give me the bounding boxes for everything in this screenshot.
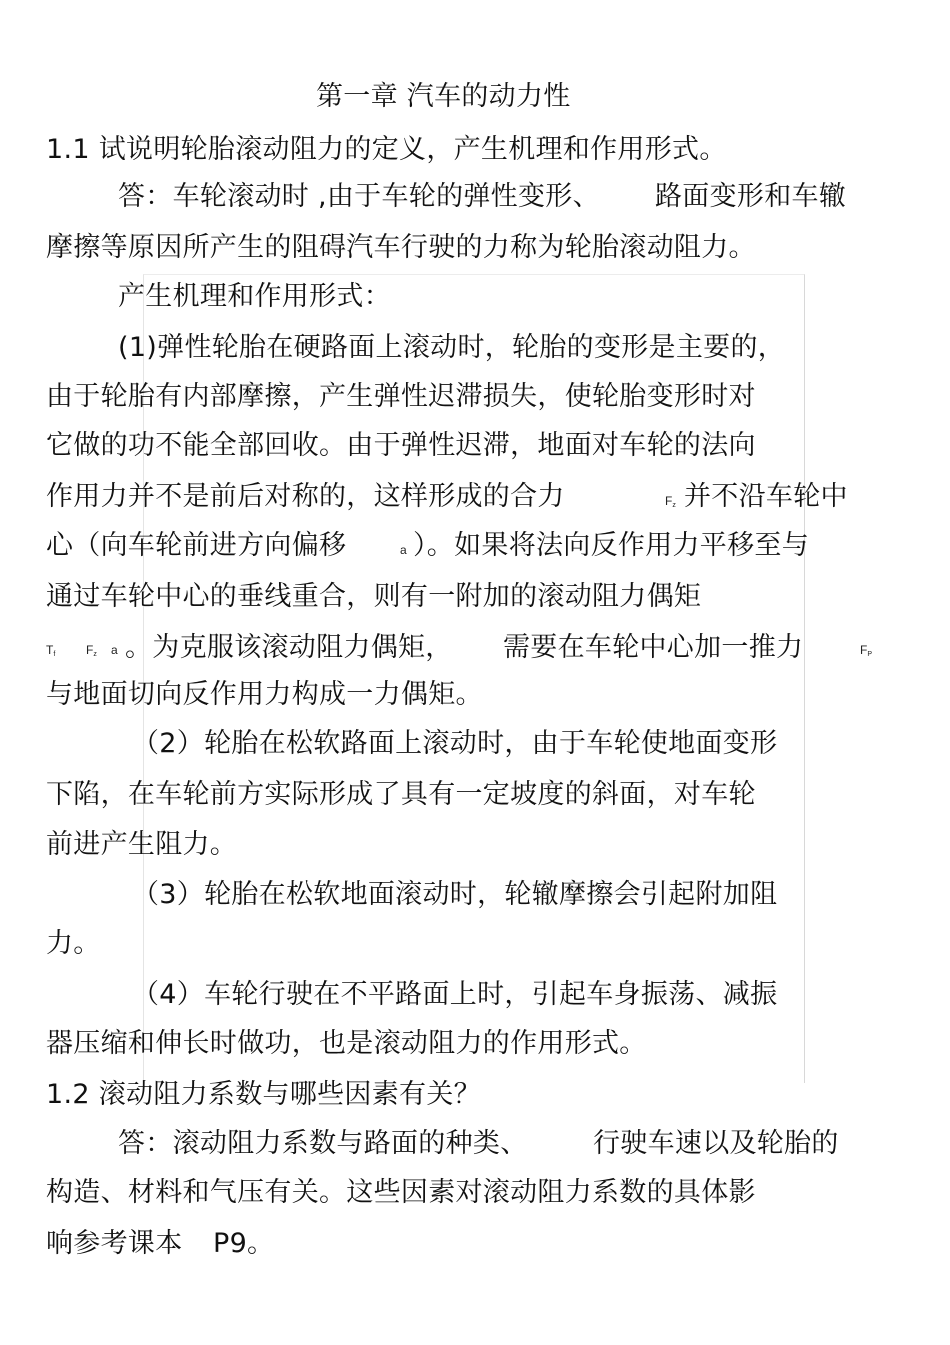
mechanism-heading: 产生机理和作用形式： <box>118 281 391 312</box>
point-1-line-5-tail: ）。如果将法向反作用力平移至与 <box>413 530 809 561</box>
point-4-line-2: 器压缩和伸长时做功，也是滚动阻力的作用形式。 <box>46 1028 647 1059</box>
question-1-2: 1.2 滚动阻力系数与哪些因素有关？ <box>46 1079 481 1110</box>
point-2-line-2: 下陷，在车轮前方实际形成了具有一定坡度的斜面，对车轮 <box>46 779 756 810</box>
answer-1-1-line-2: 摩擦等原因所产生的阻碍汽车行驶的力称为轮胎滚动阻力。 <box>46 232 756 263</box>
point-3-line-2: 力。 <box>46 928 101 959</box>
question-1-1: 1.1 试说明轮胎滚动阻力的定义，产生机理和作用形式。 <box>46 134 727 165</box>
symbol-fp: FP <box>860 643 873 658</box>
symbol-tf: Tf <box>46 643 56 658</box>
point-4-line-1: （4）车轮行驶在不平路面上时，引起车身振荡、减振 <box>132 979 778 1010</box>
point-1-line-3: 它做的功不能全部回收。由于弹性迟滞，地面对车轮的法向 <box>46 430 756 461</box>
answer-1-2-line-3a: 响参考课本 <box>46 1228 183 1259</box>
point-2-line-3: 前进产生阻力。 <box>46 829 238 860</box>
answer-1-2-line-1a: 答：滚动阻力系数与路面的种类、 <box>118 1128 528 1159</box>
symbol-fz: Fz <box>665 494 676 509</box>
point-1-line-6: 通过车轮中心的垂线重合，则有一附加的滚动阻力偶矩 <box>46 581 702 612</box>
answer-1-2-line-1b: 行驶车速以及轮胎的 <box>593 1128 839 1159</box>
point-1-line-1: (1)弹性轮胎在硬路面上滚动时，轮胎的变形是主要的， <box>118 332 786 363</box>
answer-1-1-line-1a: 答：车轮滚动时 ,由于车轮的弹性变形、 <box>118 181 600 212</box>
point-2-line-1: （2）轮胎在松软路面上滚动时，由于车轮使地面变形 <box>132 728 778 759</box>
answer-1-1-line-1b: 路面变形和车辙 <box>655 181 847 212</box>
point-1-line-7b: 需要在车轮中心加一推力 <box>503 632 804 663</box>
point-1-line-8: 与地面切向反作用力构成一力偶矩。 <box>46 679 483 710</box>
answer-1-2-line-3b: P9。 <box>213 1228 275 1259</box>
point-1-line-4: 作用力并不是前后对称的，这样形成的合力 <box>46 481 565 512</box>
point-1-line-7a: 。为克服该滚动阻力偶矩， <box>125 632 453 663</box>
point-1-line-2: 由于轮胎有内部摩擦，产生弹性迟滞损失，使轮胎变形时对 <box>46 381 756 412</box>
answer-1-2-line-2: 构造、材料和气压有关。这些因素对滚动阻力系数的具体影 <box>46 1177 756 1208</box>
symbol-a: a <box>400 543 407 557</box>
chapter-title: 第一章 汽车的动力性 <box>316 81 571 112</box>
point-3-line-1: （3）轮胎在松软地面滚动时，轮辙摩擦会引起附加阻 <box>132 879 778 910</box>
point-1-line-5: 心（向车轮前进方向偏移 <box>46 530 347 561</box>
point-1-line-4-tail: 并不沿车轮中 <box>684 481 848 512</box>
symbol-a-2: a <box>111 643 118 657</box>
symbol-fz-2: Fz <box>86 643 97 658</box>
